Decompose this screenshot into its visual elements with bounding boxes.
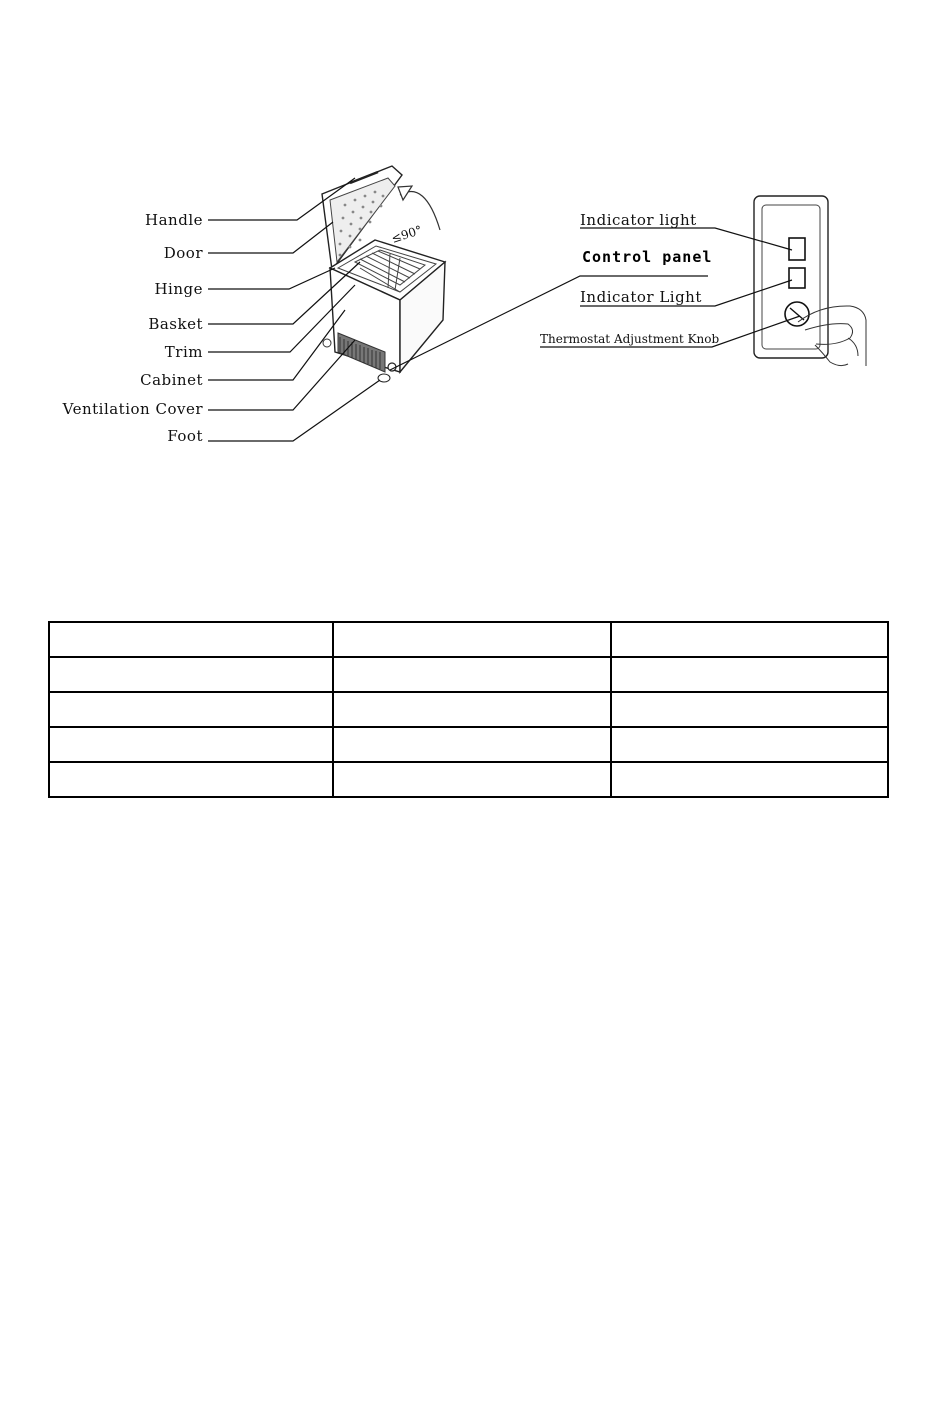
table-cell	[49, 657, 333, 692]
table-cell	[333, 622, 610, 657]
table-cell	[333, 692, 610, 727]
table-cell	[611, 657, 888, 692]
door-label: Door	[163, 244, 203, 262]
table-row	[49, 727, 888, 762]
ventilation-cover-label: Ventilation Cover	[62, 400, 203, 418]
control-panel-illustration	[754, 196, 866, 366]
table-row	[49, 657, 888, 692]
basket-label: Basket	[148, 315, 203, 333]
indicator-light-2-icon	[789, 268, 805, 288]
table-cell	[611, 622, 888, 657]
foot-label: Foot	[167, 427, 203, 445]
table-row	[49, 692, 888, 727]
chest-freezer-illustration	[322, 166, 445, 382]
table-cell	[333, 762, 610, 797]
table-cell	[333, 657, 610, 692]
indicator-light-2-label: Indicator Light	[580, 288, 702, 306]
control-panel-label: Control panel	[582, 248, 713, 266]
freezer-parts-diagram	[0, 0, 950, 500]
table-cell	[49, 727, 333, 762]
table-cell	[49, 622, 333, 657]
cabinet-label: Cabinet	[140, 371, 203, 389]
thermostat-knob-label: Thermostat Adjustment Knob	[540, 332, 720, 346]
table-cell	[611, 727, 888, 762]
table-cell	[611, 692, 888, 727]
handle-label: Handle	[145, 211, 203, 229]
spec-table	[48, 621, 889, 798]
hinge-label: Hinge	[154, 280, 203, 298]
indicator-light-1-label: Indicator light	[580, 211, 697, 229]
table-row	[49, 622, 888, 657]
indicator-light-1-icon	[789, 238, 805, 260]
table-cell	[49, 762, 333, 797]
table-cell	[611, 762, 888, 797]
table-cell	[333, 727, 610, 762]
table-row	[49, 762, 888, 797]
table-cell	[49, 692, 333, 727]
angle-label: ≤90°	[389, 222, 424, 246]
trim-label: Trim	[164, 343, 203, 361]
